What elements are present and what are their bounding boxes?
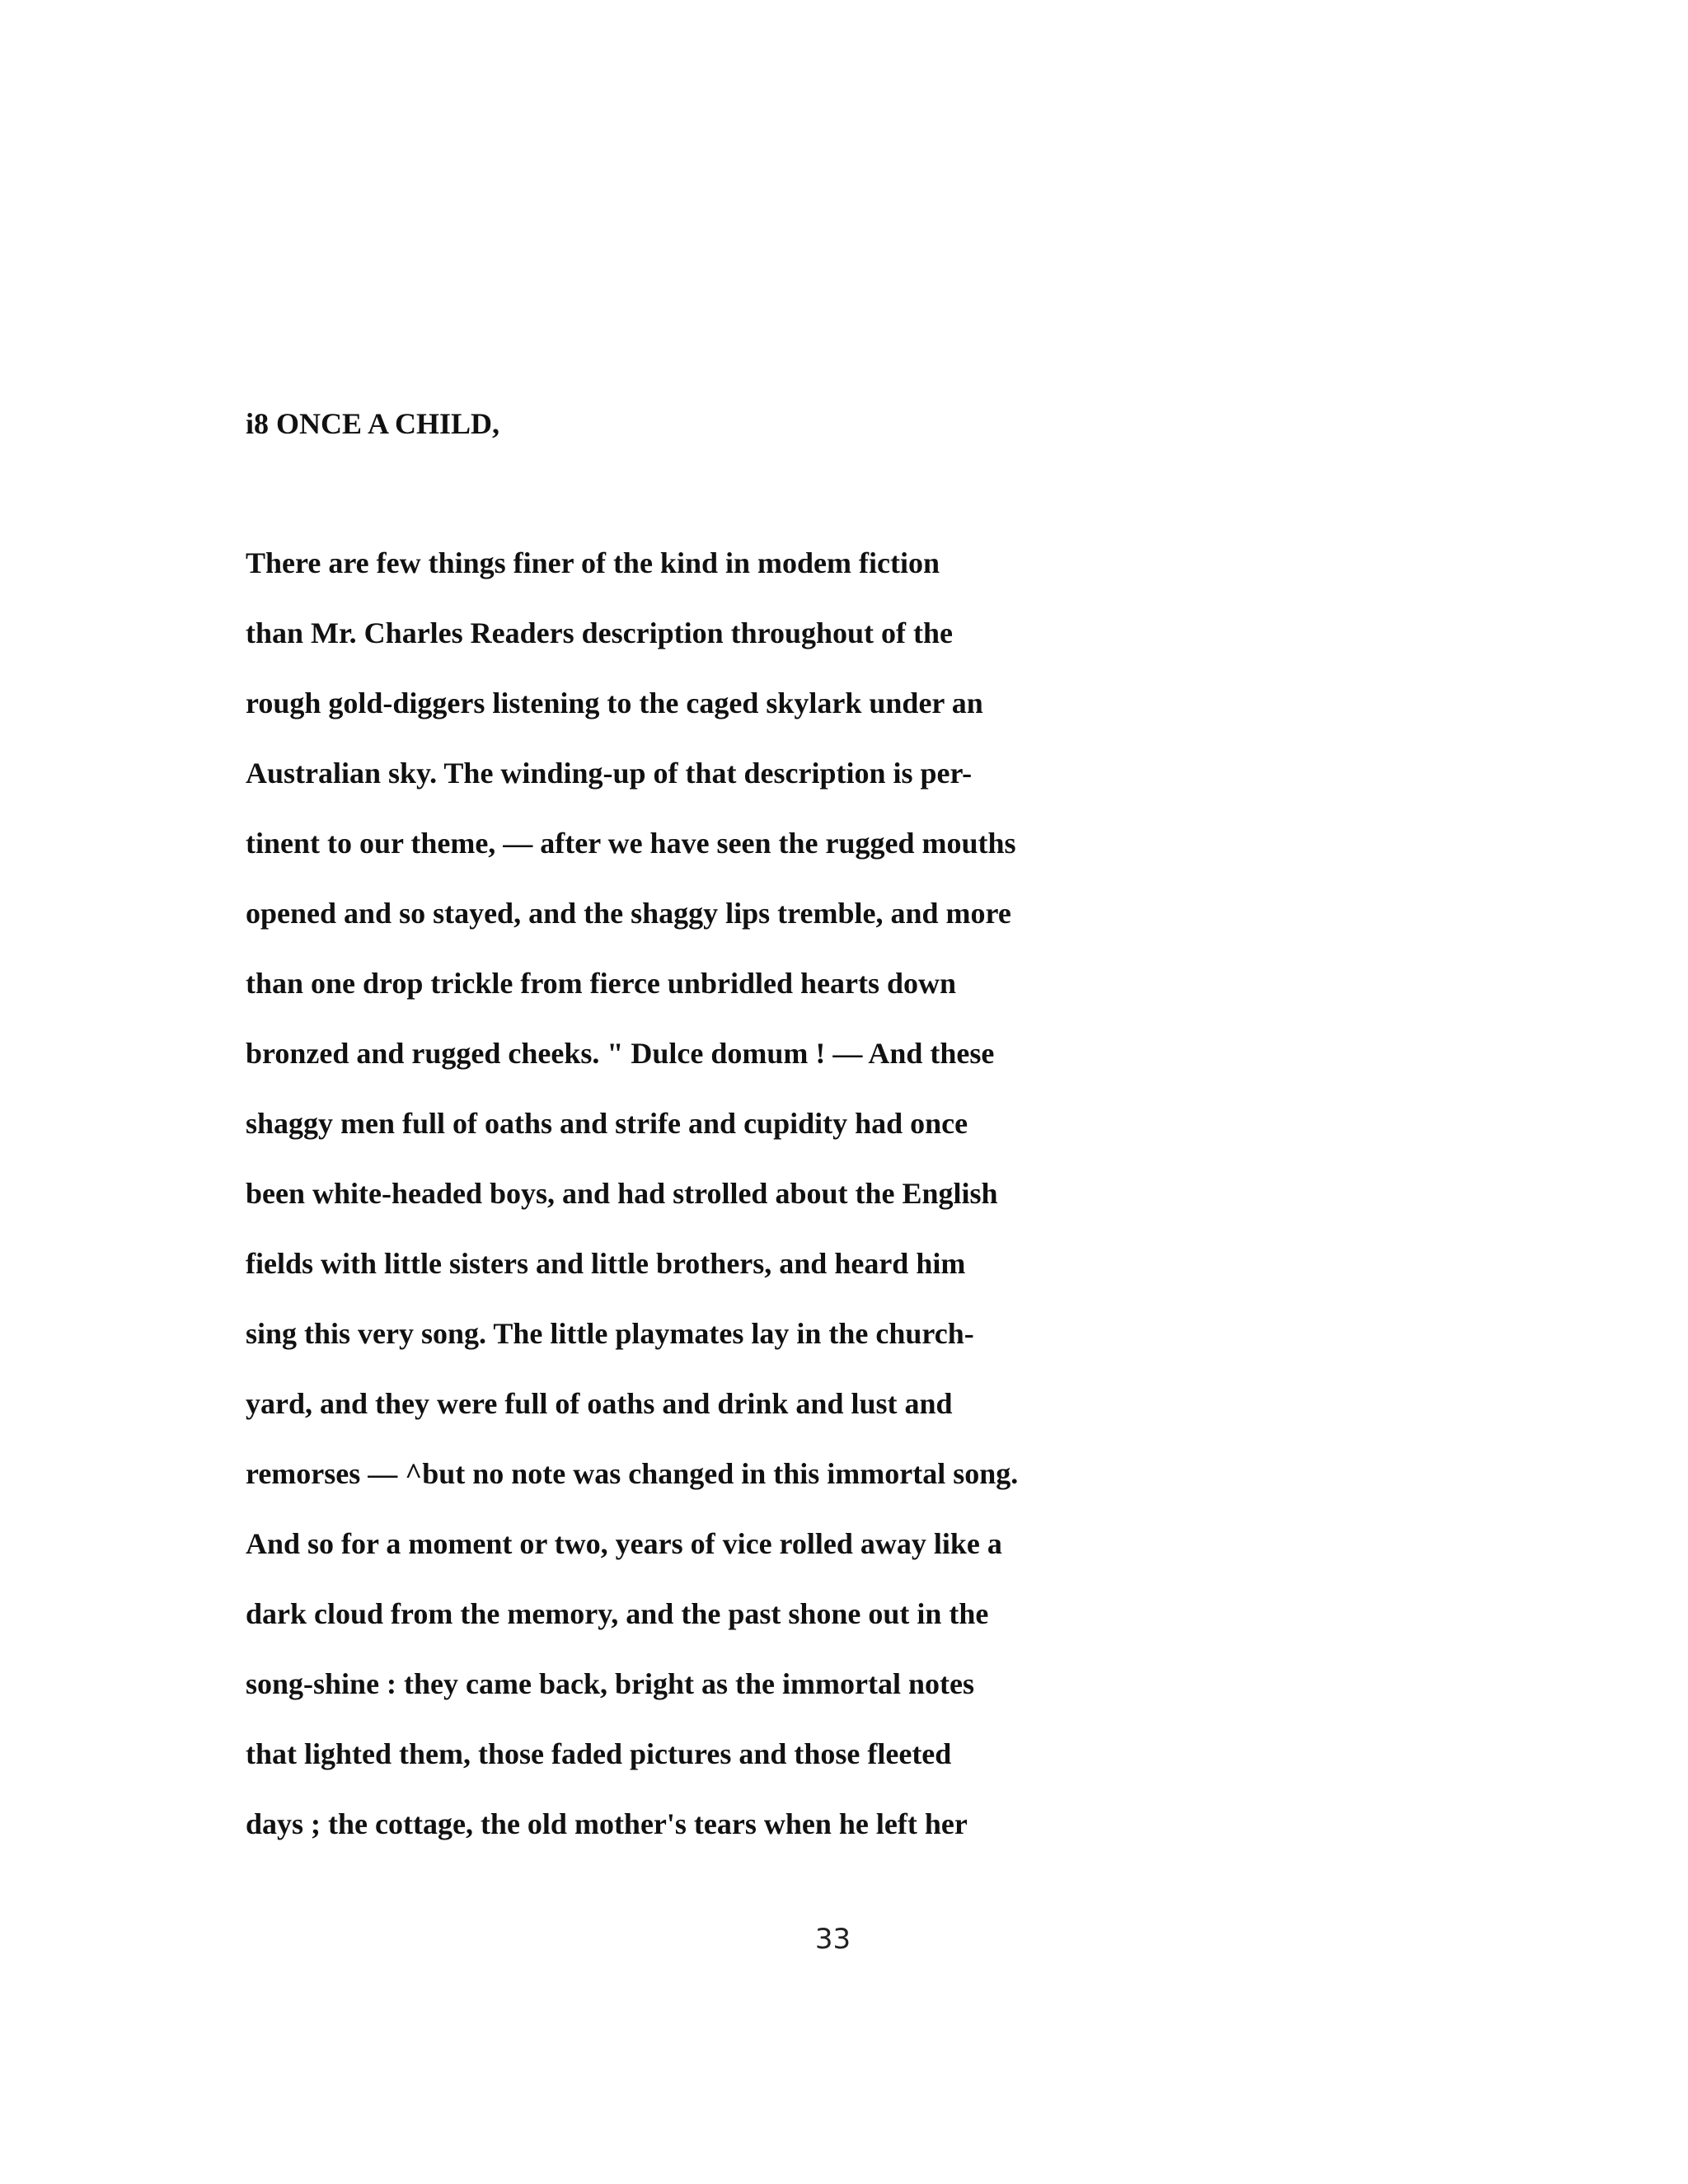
- text-line: And so for a moment or two, years of vice rolled away like a: [246, 1527, 1002, 1560]
- running-head: i8 ONCE A CHILD,: [246, 407, 500, 440]
- text-line: shaggy men full of oaths and strife and cupidity had once: [246, 1107, 968, 1140]
- text-line: rough gold-diggers listening to the caged skylark under an: [246, 687, 983, 719]
- text-line: than one drop trickle from fierce unbridled hearts down: [246, 967, 956, 1000]
- text-line: There are few things finer of the kind in modem fiction: [246, 546, 940, 579]
- text-line: song-shine : they came back, bright as the immortal notes: [246, 1667, 974, 1700]
- text-line: sing this very song. The little playmates lay in the church-: [246, 1317, 974, 1350]
- text-line: remorses — ^but no note was changed in this immortal song.: [246, 1457, 1019, 1490]
- page-number: 33: [814, 1923, 851, 1956]
- text-line: tinent to our theme, — after we have seen the rugged mouths: [246, 827, 1016, 860]
- text-line: fields with little sisters and little brothers, and heard him: [246, 1247, 966, 1280]
- text-line: been white-headed boys, and had strolled about the English: [246, 1177, 998, 1210]
- text-line: yard, and they were full of oaths and drink and lust and: [246, 1387, 953, 1420]
- text-line: Australian sky. The winding-up of that description is per-: [246, 757, 973, 790]
- text-line: bronzed and rugged cheeks. " Dulce domum ! — And these: [246, 1037, 995, 1070]
- text-line: days ; the cottage, the old mother's tears when he left her: [246, 1807, 968, 1840]
- text-line: than Mr. Charles Readers description throughout of the: [246, 616, 954, 649]
- text-line: that lighted them, those faded pictures and those fleeted: [246, 1737, 952, 1770]
- text-line: opened and so stayed, and the shaggy lips tremble, and more: [246, 897, 1011, 930]
- body-text: [246, 545, 1416, 1876]
- text-line: dark cloud from the memory, and the past shone out in the: [246, 1597, 989, 1630]
